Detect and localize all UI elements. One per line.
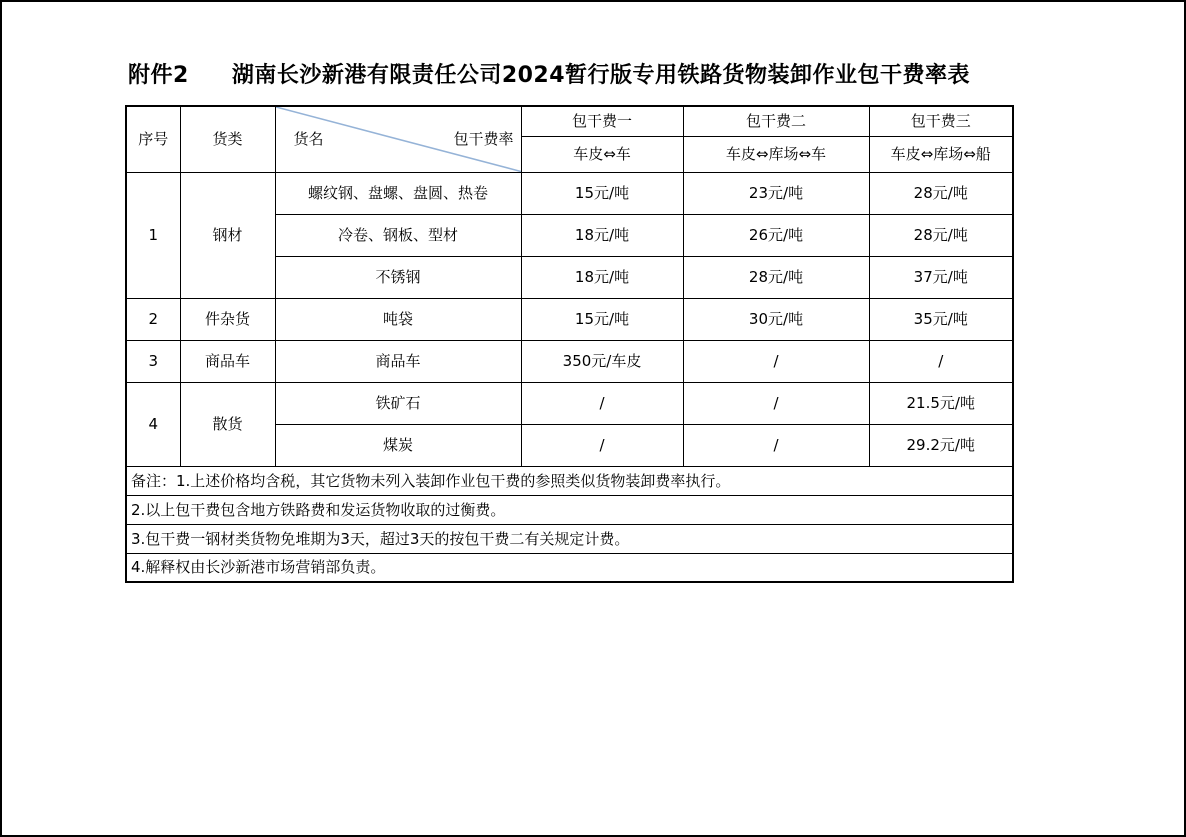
note-text: 备注：1.上述价格均含税，其它货物未列入装卸作业包干费的参照类似货物装卸费率执行。 — [126, 466, 1013, 495]
header-cargo-name-fee-rate — [275, 106, 521, 172]
fee3-cell: 28元/吨 — [869, 214, 1013, 256]
document-title — [128, 58, 970, 89]
note-text: 2.以上包干费包含地方铁路费和发运货物收取的过衡费。 — [126, 495, 1013, 524]
header-fee3-route: 车皮⇔库场⇔船 — [869, 136, 1013, 172]
note-row — [126, 553, 1013, 582]
header-cargo-name: 货名 — [293, 130, 324, 149]
table-row — [126, 340, 1013, 382]
category-cell: 钢材 — [180, 172, 275, 298]
fee1-cell: 18元/吨 — [521, 214, 683, 256]
fee3-cell: 35元/吨 — [869, 298, 1013, 340]
cargo-name-cell: 煤炭 — [275, 424, 521, 466]
seq-cell: 3 — [126, 340, 180, 382]
note-text: 4.解释权由长沙新港市场营销部负责。 — [126, 553, 1013, 582]
fee2-cell: 26元/吨 — [683, 214, 869, 256]
fee1-cell: / — [521, 424, 683, 466]
cargo-name-cell: 不锈钢 — [275, 256, 521, 298]
header-fee3: 包干费三 — [869, 106, 1013, 136]
note-row — [126, 466, 1013, 495]
table-row — [126, 382, 1013, 424]
fee3-cell: / — [869, 340, 1013, 382]
header-fee1-route: 车皮⇔车 — [521, 136, 683, 172]
header-fee-rate: 包干费率 — [453, 130, 514, 149]
fee1-cell: / — [521, 382, 683, 424]
fee3-cell: 37元/吨 — [869, 256, 1013, 298]
header-seq: 序号 — [126, 106, 180, 172]
fee3-cell: 21.5元/吨 — [869, 382, 1013, 424]
fee1-cell: 15元/吨 — [521, 172, 683, 214]
cargo-name-cell: 吨袋 — [275, 298, 521, 340]
note-row — [126, 495, 1013, 524]
cargo-name-cell: 铁矿石 — [275, 382, 521, 424]
seq-cell: 4 — [126, 382, 180, 466]
fee1-cell: 18元/吨 — [521, 256, 683, 298]
header-fee2: 包干费二 — [683, 106, 869, 136]
fee2-cell: / — [683, 340, 869, 382]
fee3-cell: 29.2元/吨 — [869, 424, 1013, 466]
fee1-cell: 350元/车皮 — [521, 340, 683, 382]
table-row — [126, 172, 1013, 214]
fee2-cell: / — [683, 382, 869, 424]
title-text: 湖南长沙新港有限责任公司2024暂行版专用铁路货物装卸作业包干费率表 — [231, 63, 971, 88]
fee2-cell: 23元/吨 — [683, 172, 869, 214]
fee-rate-table — [125, 105, 1014, 583]
fee3-cell: 28元/吨 — [869, 172, 1013, 214]
category-cell: 散货 — [180, 382, 275, 466]
seq-cell: 2 — [126, 298, 180, 340]
header-fee2-route: 车皮⇔库场⇔车 — [683, 136, 869, 172]
note-row — [126, 524, 1013, 553]
note-text: 3.包干费一钢材类货物免堆期为3天，超过3天的按包干费二有关规定计费。 — [126, 524, 1013, 553]
fee2-cell: 30元/吨 — [683, 298, 869, 340]
category-cell: 商品车 — [180, 340, 275, 382]
header-category: 货类 — [180, 106, 275, 172]
category-cell: 件杂货 — [180, 298, 275, 340]
header-fee1: 包干费一 — [521, 106, 683, 136]
attachment-label: 附件2 — [128, 63, 189, 88]
cargo-name-cell: 商品车 — [275, 340, 521, 382]
fee2-cell: / — [683, 424, 869, 466]
table-row — [126, 298, 1013, 340]
fee2-cell: 28元/吨 — [683, 256, 869, 298]
fee1-cell: 15元/吨 — [521, 298, 683, 340]
seq-cell: 1 — [126, 172, 180, 298]
cargo-name-cell: 冷卷、钢板、型材 — [275, 214, 521, 256]
cargo-name-cell: 螺纹钢、盘螺、盘圆、热卷 — [275, 172, 521, 214]
